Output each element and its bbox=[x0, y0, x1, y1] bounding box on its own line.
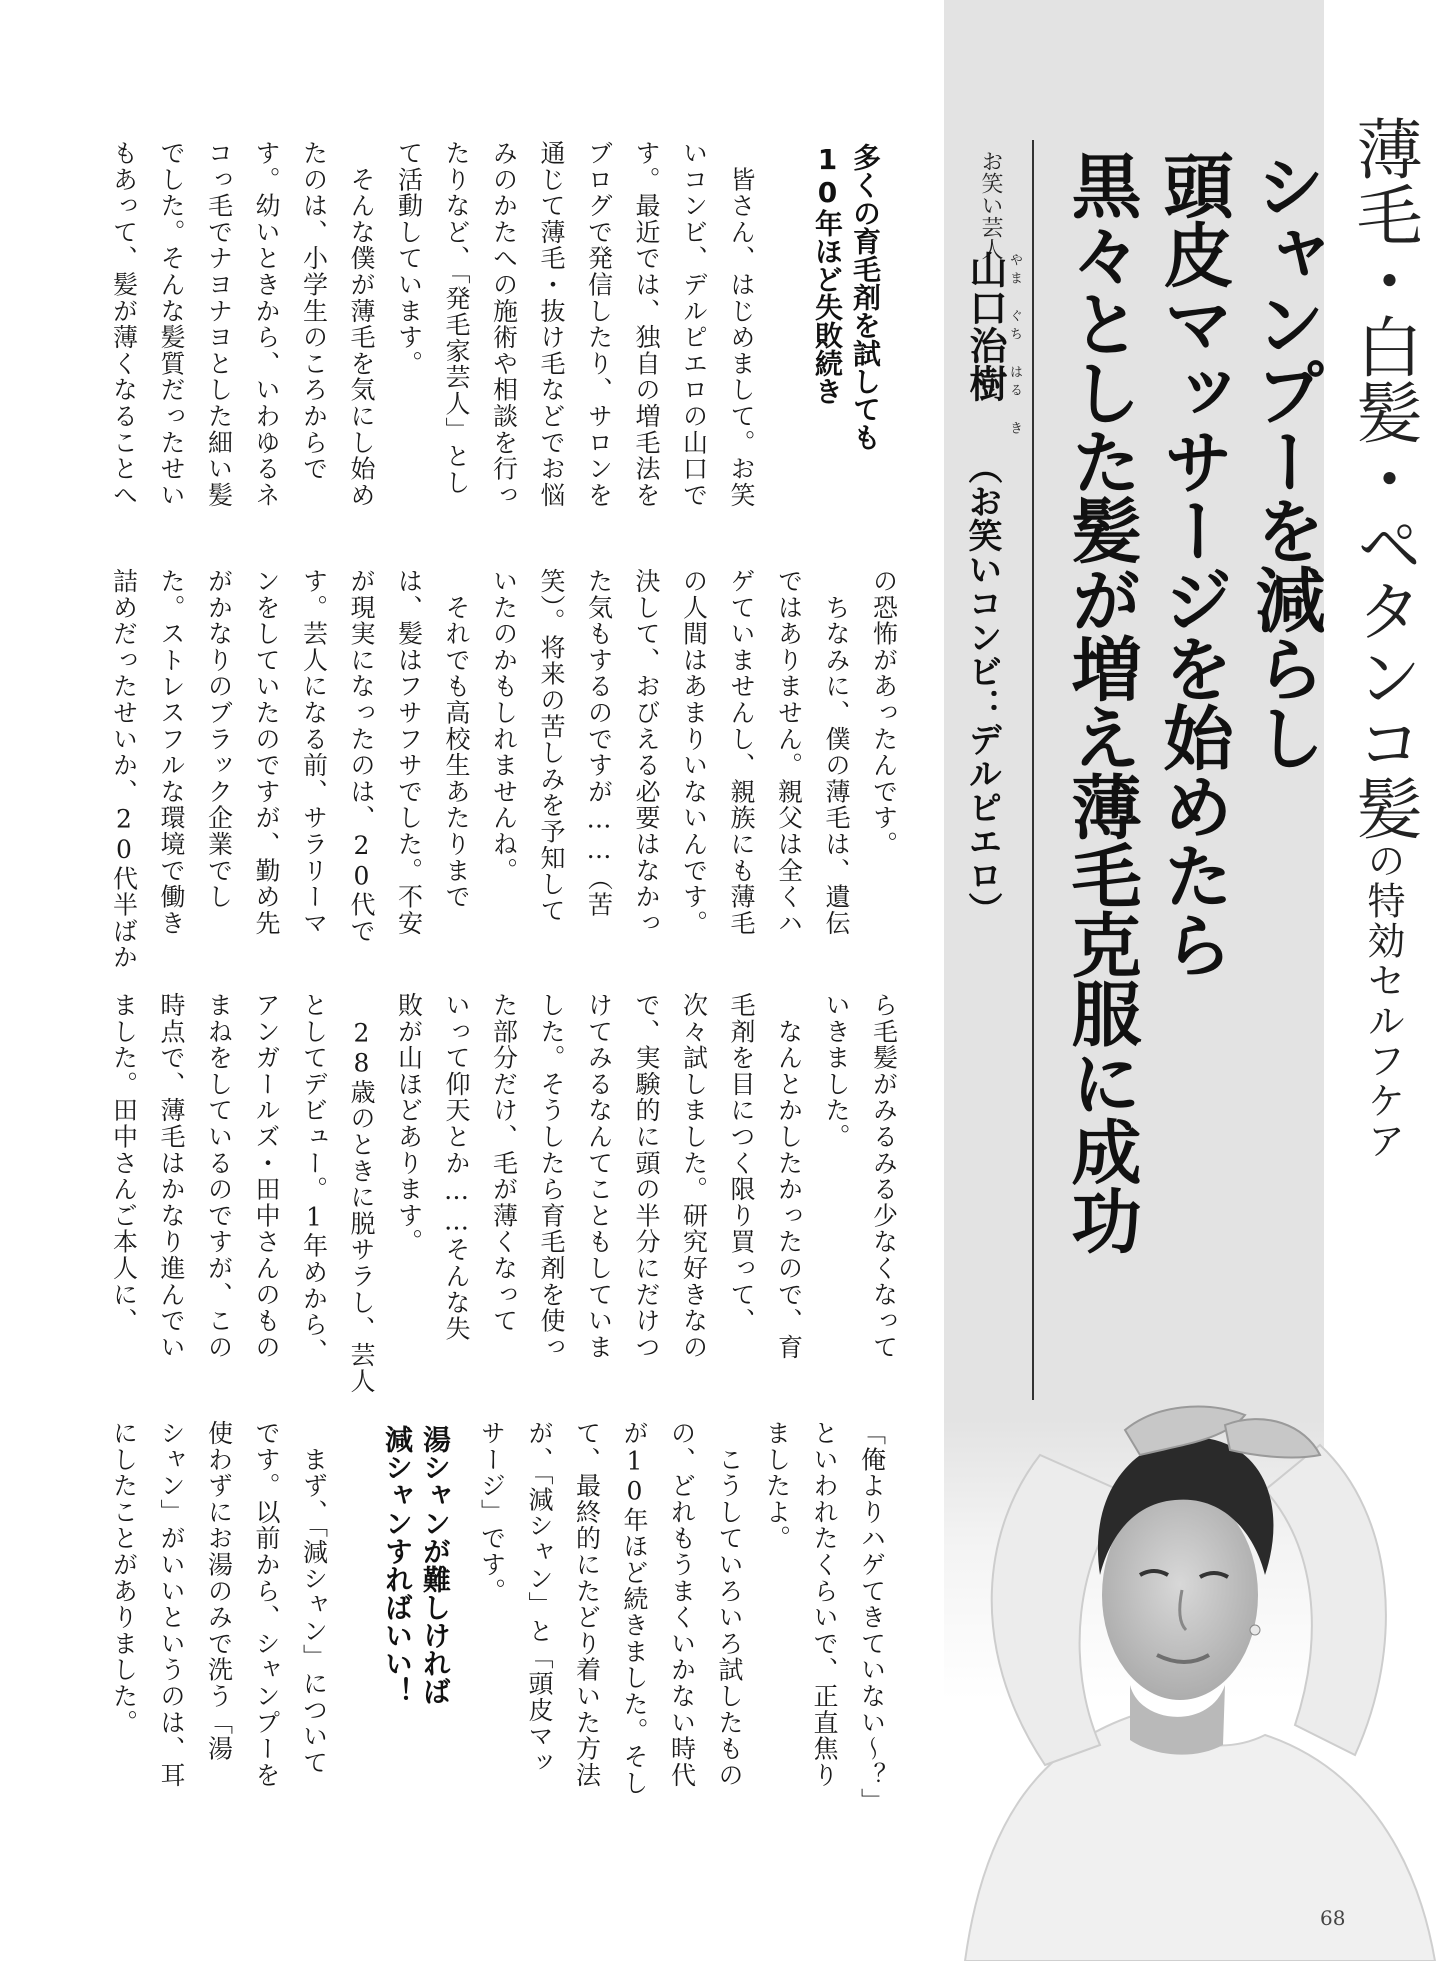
article-headline: シャンプーを減らし 頭皮マッサージを始めたら 黒々とした髪が増え薄毛克服に成功 bbox=[1060, 150, 1326, 1254]
body-text-block-3: ら毛髪がみるみる少なくなって いきました。 なんとかしたかったので、育 毛剤を目につく限り買って、 次々試しました。研究好きなの で、実験的に頭の半分にだけつ けてみるなんてこともしていま した。そうしたら育毛剤を使っ た部分だけ、毛が薄くなって いって仰天とか……そんな失 敗が山ほどあります。 28歳のときに脱サラし、芸人 としてデビュー。1年めから、 アンガールズ・田中さんのもの まねをしているのですが、この 時点で、薄毛はかなり進んでい ました。田中さんご本人に、 bbox=[109, 992, 899, 1395]
series-title bbox=[1345, 115, 1422, 1161]
author-name: 山口治樹 bbox=[963, 250, 1007, 402]
author-role: お笑い芸人 bbox=[978, 150, 1003, 260]
author-affiliation: （お笑いコンビ：デルピエロ） bbox=[962, 450, 1002, 926]
body-text-block-5: まず、「減シャン」について です。以前から、シャンプーを 使わずにお湯のみで洗う「湯 シャン」がいいというのは、耳 にしたことがありました。 bbox=[109, 1420, 329, 1789]
body-text-block-2: の恐怖があったんです。 ちなみに、僕の薄毛は、遺伝 ではありません。親父は全くハ ゲていませんし、親族にも薄毛 の人間はあまりいないんです。 決して、おびえる必要はなかっ た気もするのですが……（苦 笑）。将来の苦しみを予知して いたのかもしれませんね。 それでも高校生あたりまで は、髪はフサフサでした。不安 が現実になったのは、20代で す。芸人になる前、サラリーマ ンをしていたのですが、勤め先 がかなりのブラック企業でし た。ストレスフルな環境で働き 詰めだったせいか、20代半ばか bbox=[109, 568, 899, 971]
series-title-sub: の特効セルフケア bbox=[1361, 841, 1405, 1161]
section-heading-1: 多くの育毛剤を試しても 10年ほど失敗続き bbox=[811, 143, 882, 451]
body-text-block-1: 皆さん、はじめまして。お笑 いコンビ、デルピエロの山口で す。最近では、独自の増毛法を ブログで発信したり、サロンを 通じて薄毛・抜け毛などでお悩 みのかたへの施術や相談を行っ たりなど、「発毛家芸人」とし て活動しています。 そんな僕が薄毛を気にし始め たのは、小学生のころからで す。幼いときから、いわゆるネ コっ毛でナヨナヨとした細い髪 でした。そんな髪質だったせい もあって、髪が薄くなることへ bbox=[109, 140, 756, 509]
series-title-main: 薄毛・白髪・ペタンコ髪 bbox=[1345, 115, 1422, 841]
author-name-ruby: やま ぐち はる き bbox=[1007, 253, 1022, 439]
body-text-block-4: 「俺よりハゲてきていない〜？」 といわれたくらいで、正直焦り ましたよ。 こうしていろいろ試したもの の、どれもうまくいかない時代 が10年ほど続きました。そし て、最終的にたどり着いた方法 が、「減シャン」と「頭皮マッ サージ」です。 bbox=[477, 1420, 887, 1815]
page-number: 68 bbox=[1320, 1906, 1346, 1930]
section-heading-2: 湯シャンが難しければ 減シャンすればいい！ bbox=[381, 1425, 452, 1705]
byline-divider bbox=[1032, 140, 1034, 1400]
author-photo bbox=[925, 1385, 1445, 1961]
